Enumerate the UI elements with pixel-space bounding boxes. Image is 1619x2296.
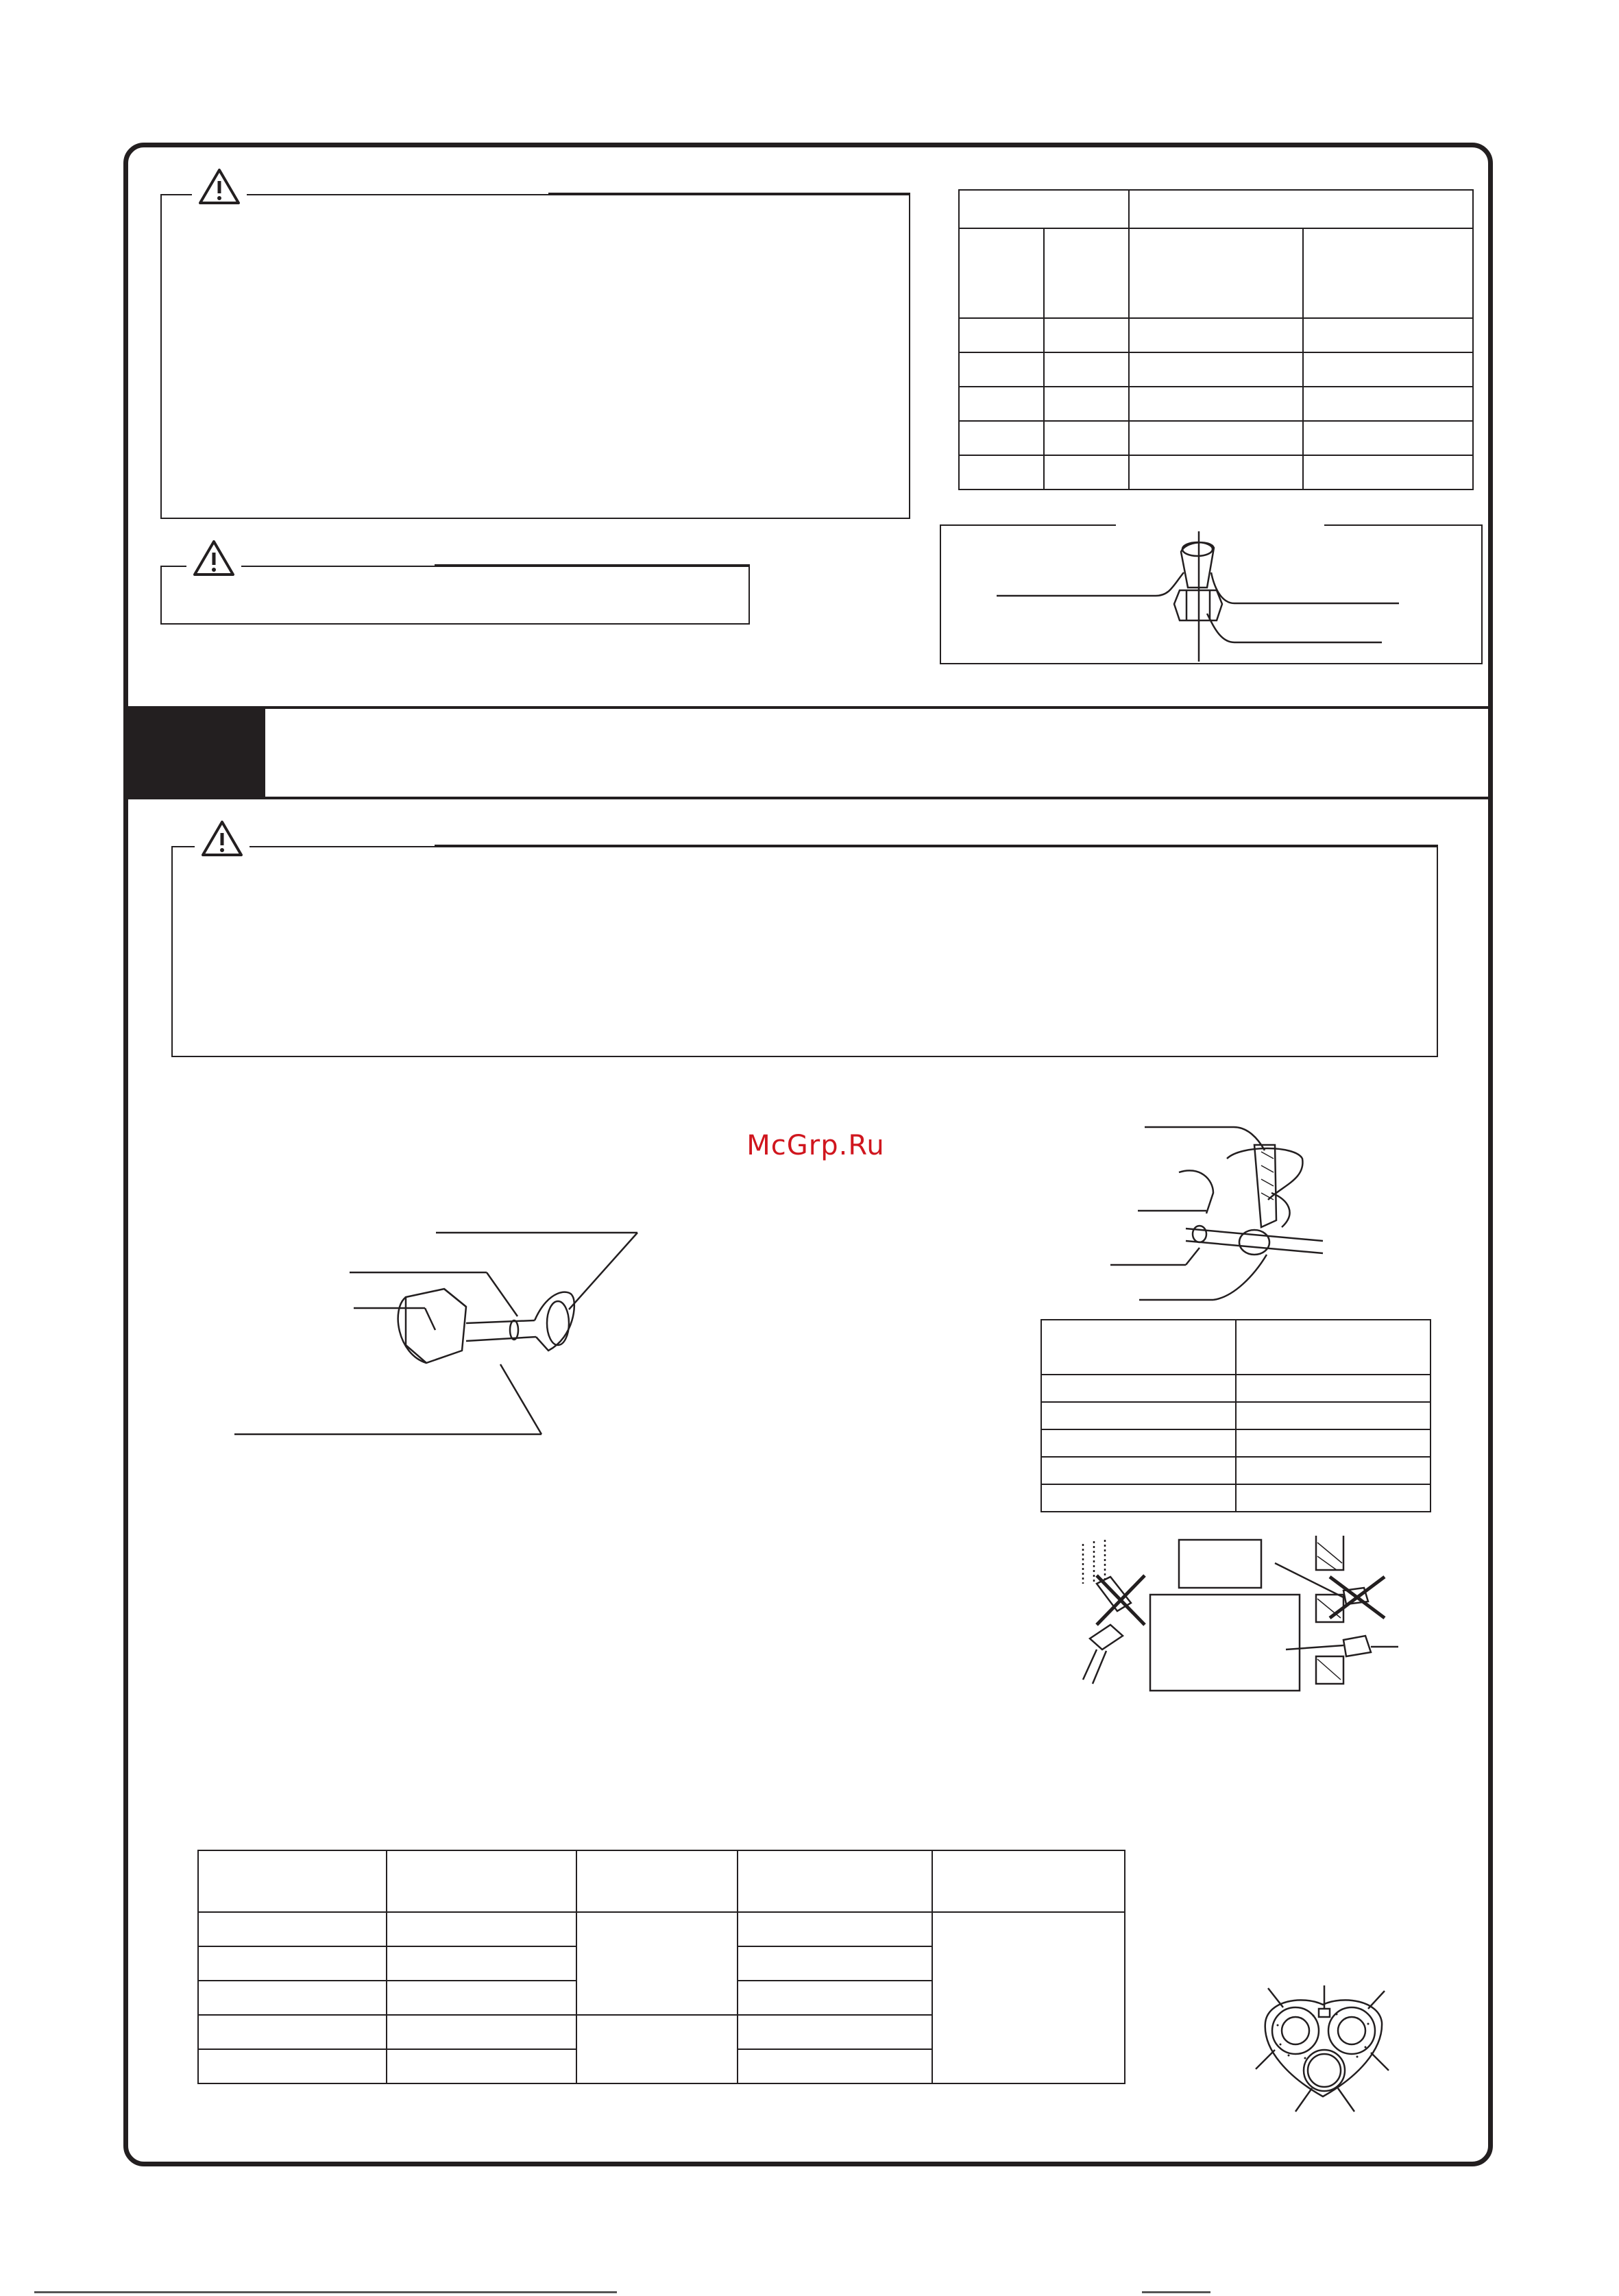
table-row bbox=[959, 421, 1473, 455]
page-trim-line bbox=[34, 2291, 617, 2293]
table-row bbox=[198, 1912, 1125, 1946]
table-cell bbox=[1044, 228, 1129, 318]
caution-box-3-title-rule bbox=[435, 845, 1438, 846]
flaring-correct-incorrect-illustration bbox=[1069, 1522, 1398, 1700]
torque-table bbox=[1040, 1319, 1431, 1512]
warning-triangle-icon bbox=[197, 167, 241, 206]
caution-box-2-title-rule bbox=[435, 564, 750, 566]
table-cell bbox=[959, 190, 1129, 228]
table-row bbox=[198, 1850, 1125, 1912]
caution-box-1 bbox=[160, 194, 910, 519]
table-row bbox=[959, 318, 1473, 352]
flare-nut-diagram bbox=[940, 524, 1483, 664]
caution-box-2-header bbox=[186, 539, 241, 577]
table-row bbox=[959, 352, 1473, 387]
table-row bbox=[1041, 1402, 1431, 1429]
table-cell bbox=[1236, 1320, 1431, 1375]
watermark-text: McGrp.Ru bbox=[746, 1130, 885, 1161]
table-cell bbox=[959, 228, 1044, 318]
section-number-block bbox=[128, 706, 265, 799]
pipe-spec-table bbox=[197, 1850, 1125, 2084]
warning-triangle-icon bbox=[192, 539, 236, 577]
table-cell bbox=[1303, 228, 1473, 318]
table-row bbox=[959, 387, 1473, 421]
flare-dimension-table bbox=[958, 189, 1474, 490]
caution-box-1-title-rule bbox=[548, 193, 910, 194]
page-trim-line bbox=[1142, 2291, 1210, 2293]
table-cell bbox=[387, 1850, 576, 1912]
table-cell bbox=[1041, 1320, 1236, 1375]
caution-box-1-header bbox=[192, 167, 247, 206]
table-cell bbox=[576, 1850, 738, 1912]
table-cell bbox=[738, 1850, 932, 1912]
caution-box-3-header bbox=[195, 819, 249, 858]
warning-triangle-icon bbox=[200, 819, 244, 858]
pipe-bundle-cross-section bbox=[1247, 1981, 1398, 2118]
table-cell bbox=[932, 1850, 1125, 1912]
table-cell bbox=[1129, 190, 1473, 228]
flare-nut-illustration bbox=[226, 1220, 651, 1453]
table-row bbox=[959, 455, 1473, 490]
caution-box-2 bbox=[160, 566, 750, 625]
table-row bbox=[1041, 1484, 1431, 1512]
caution-box-3 bbox=[171, 846, 1438, 1057]
table-cell bbox=[1129, 228, 1303, 318]
wrench-tightening-illustration bbox=[1097, 1117, 1385, 1323]
section-header-bar bbox=[128, 706, 1488, 799]
table-row bbox=[1041, 1429, 1431, 1457]
table-row bbox=[1041, 1375, 1431, 1402]
table-row bbox=[1041, 1320, 1431, 1375]
table-row bbox=[1041, 1457, 1431, 1484]
table-cell bbox=[198, 1850, 387, 1912]
